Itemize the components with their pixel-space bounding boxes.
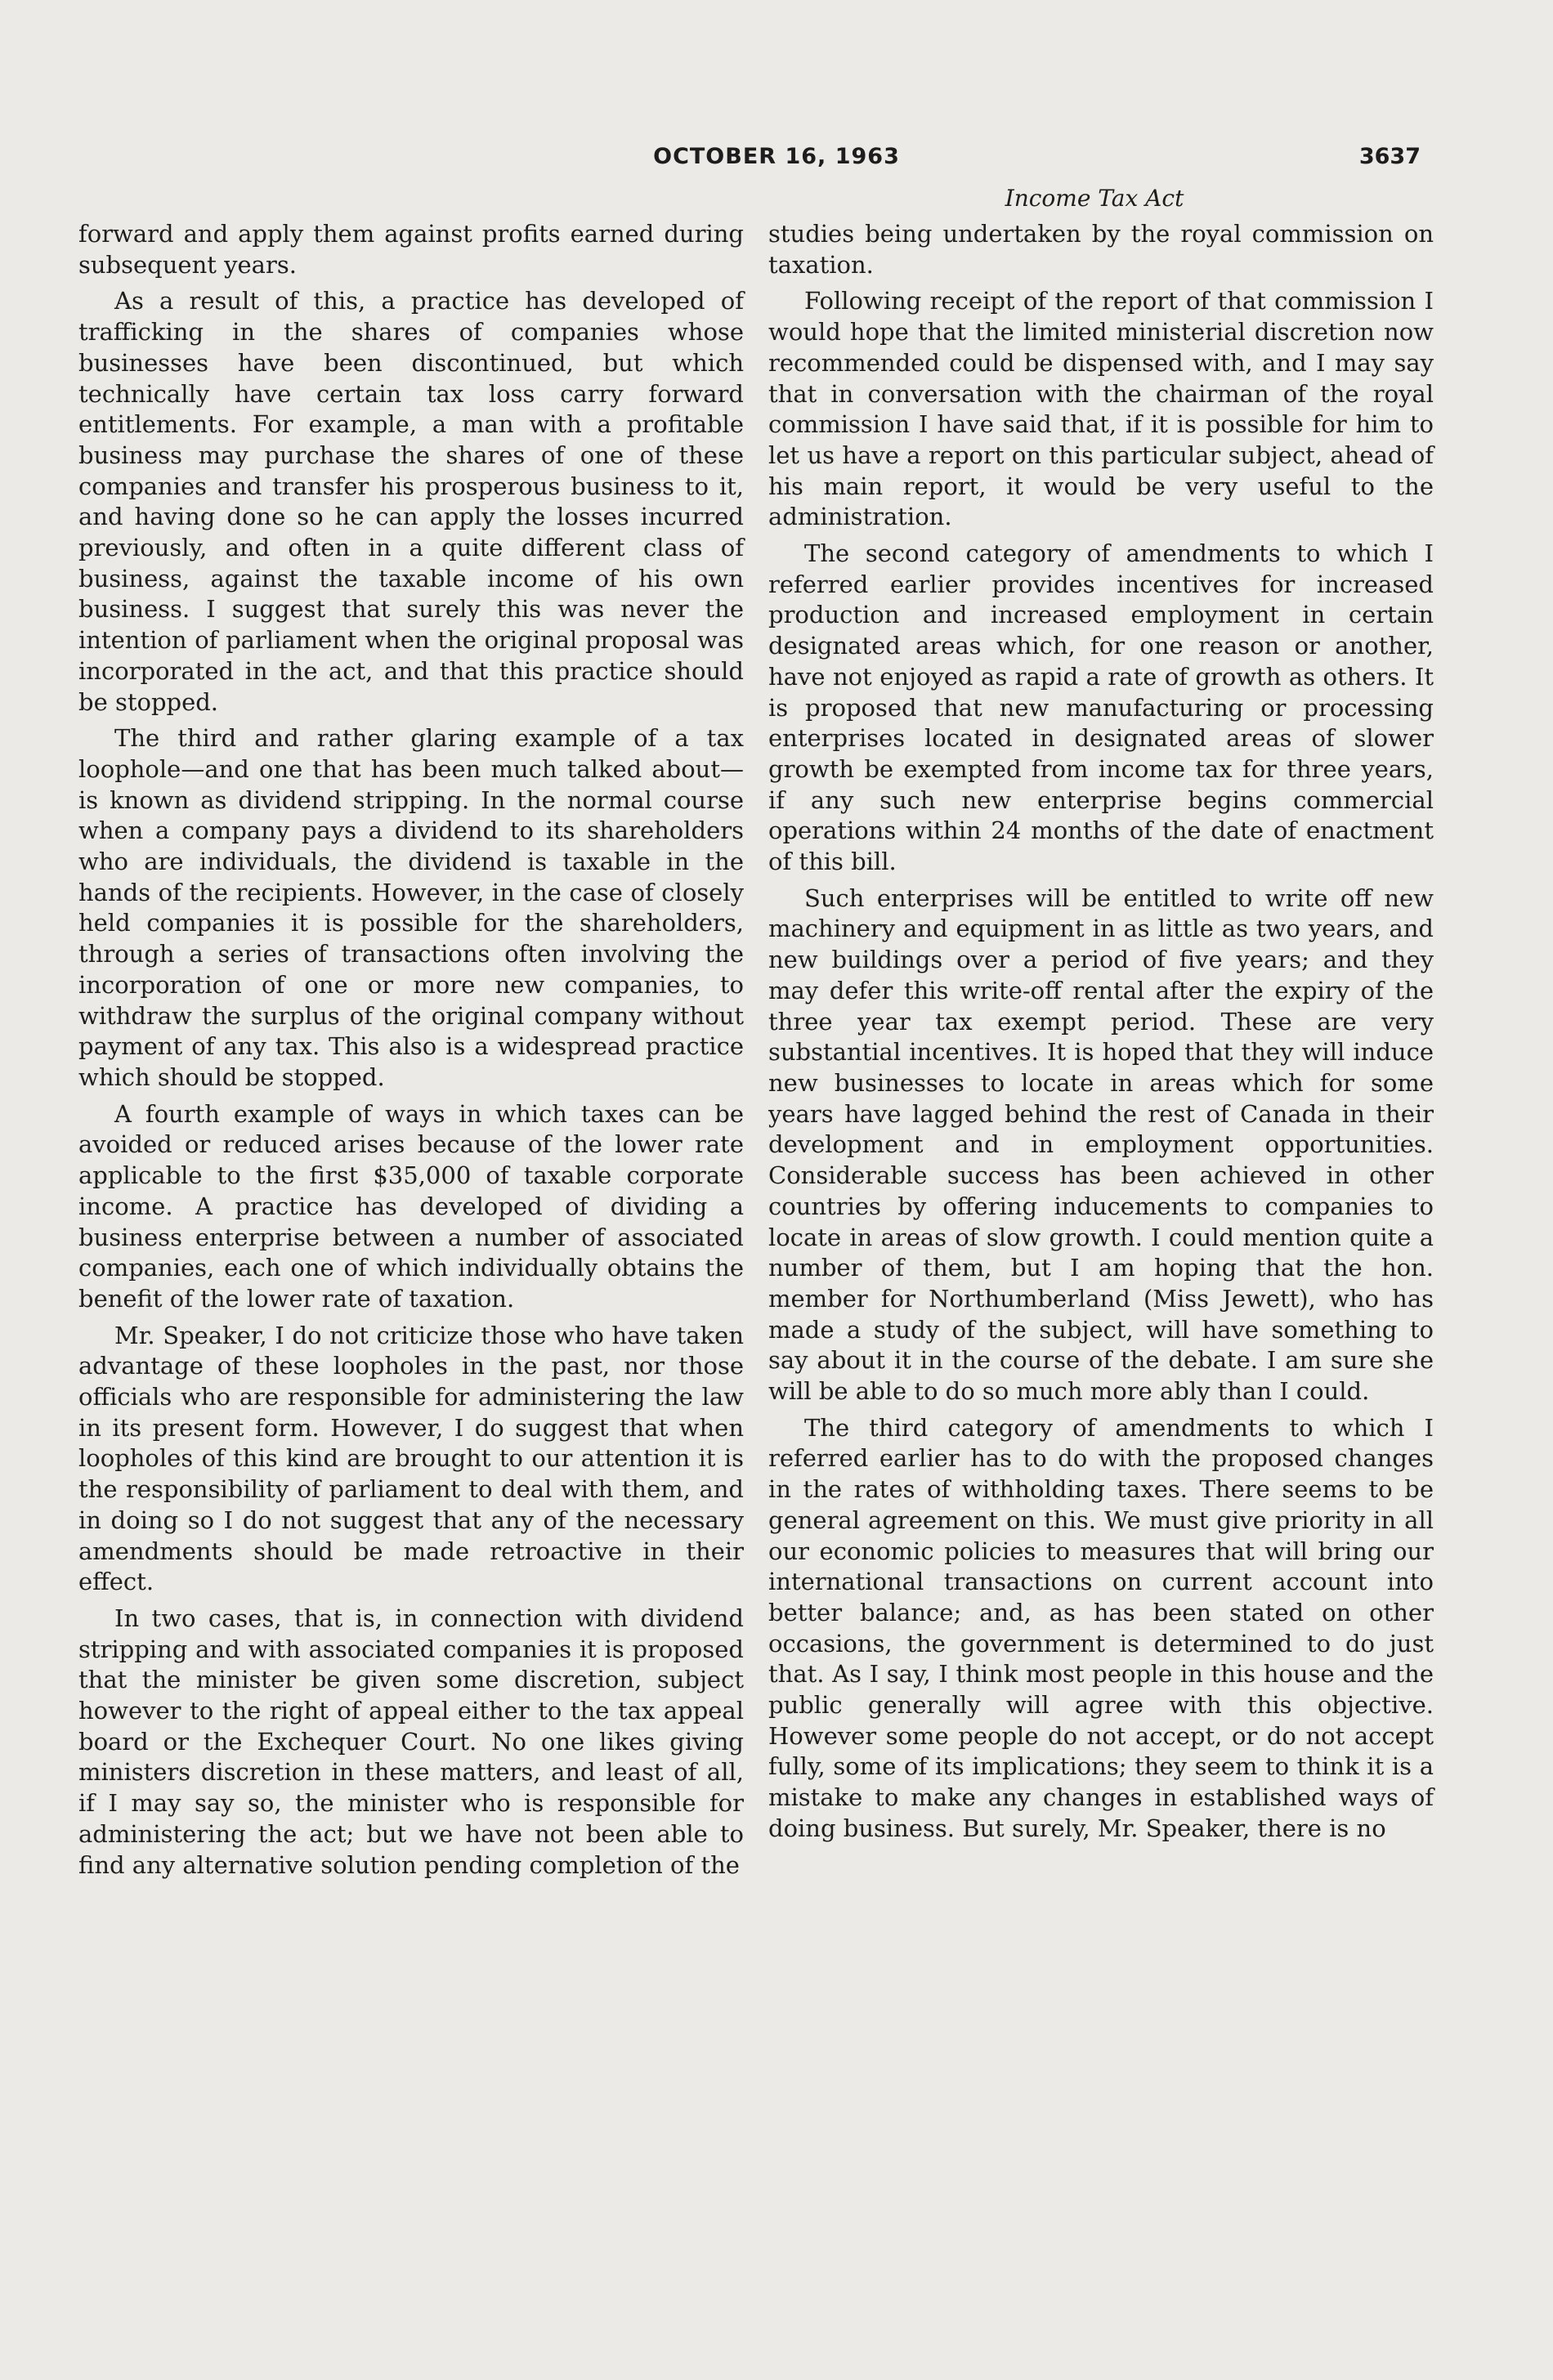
running-head: Income Tax Act xyxy=(1005,185,1184,212)
paragraph: Mr. Speaker, I do not criticize those who have taken advantage of these loopholes in the past, nor those officials who are responsible for administering the law in its present form. However, I do suggest that when loopholes of this kind are brought to our attention it is the responsibility of parliament to deal with them, and in doing so I do not suggest that any of the necessary amendments should be made retroactive in their effect. xyxy=(78,1321,744,1596)
paragraph: A fourth example of ways in which taxes can be avoided or reduced arises because of the lower rate applicable to the first $35,000 of taxable corporate income. A practice has developed of dividing a business enterprise between a number of associated companies, each one of which individually obtains the benefit of the lower rate of taxation. xyxy=(78,1099,744,1313)
header-date: OCTOBER 16, 1963 xyxy=(653,144,900,169)
page-number: 3637 xyxy=(1358,144,1421,169)
paragraph: In two cases, that is, in connection with dividend stripping and with associated companies it is proposed that the minister be given some discretion, subject however to the right of appeal either to the tax appeal board or the Exchequer Court. No one likes giving ministers discretion in these matters, and least of all, if I may say so, the minister who is responsible for administering the act; but we have not been able to find any alternative solution pending completion of the xyxy=(78,1604,744,1879)
left-column xyxy=(78,219,744,1881)
paragraph: The third category of amendments to which I referred earlier has to do with the proposed changes in the rates of withholding taxes. There seems to be general agreement on this. We must give priority in all our economic policies to measures that will bring our international transactions on current account into better balance; and, as has been stated on other occasions, the government is determined to do just that. As I say, I think most people in this house and the public generally will agree with this objective. However some people do not accept, or do not accept fully, some of its implications; they seem to think it is a mistake to make any changes in established ways of doing business. But surely, Mr. Speaker, there is no xyxy=(768,1413,1434,1842)
right-column xyxy=(768,219,1434,1845)
paragraph: The third and rather glaring example of a tax loophole—and one that has been much talked about—is known as dividend stripping. In the normal course when a company pays a dividend to its shareholders who are individuals, the dividend is taxable in the hands of the recipients. However, in the case of closely held companies it is possible for the shareholders, through a series of transactions often involving the incorporation of one or more new companies, to withdraw the surplus of the original company without payment of any tax. This also is a widespread practice which should be stopped. xyxy=(78,724,744,1091)
paragraph: Such enterprises will be entitled to write off new machinery and equipment in as little as two years, and new buildings over a period of five years; and they may defer this write-off rental after the expiry of the three year tax exempt period. These are very substantial incentives. It is hoped that they will induce new businesses to locate in areas which for some years have lagged behind the rest of Canada in their development and in employment opportunities. Considerable success has been achieved in other countries by offering inducements to companies to locate in areas of slow growth. I could mention quite a number of them, but I am hoping that the hon. member for Northumberland (Miss Jewett), who has made a study of the subject, will have something to say about it in the course of the debate. I am sure she will be able to do so much more ably than I could. xyxy=(768,884,1434,1406)
paragraph: forward and apply them against profits earned during subsequent years. xyxy=(78,220,744,279)
paragraph: studies being undertaken by the royal commission on taxation. xyxy=(768,220,1434,279)
paragraph: As a result of this, a practice has developed of trafficking in the shares of companies whose businesses have been discontinued, but which technically have certain tax loss carry forward entitlements. For example, a man with a profitable business may purchase the shares of one of these companies and transfer his prosperous business to it, and having done so he can apply the losses incurred previously, and often in a quite different class of business, against the taxable income of his own business. I suggest that surely this was never the intention of parliament when the original proposal was incorporated in the act, and that this practice should be stopped. xyxy=(78,287,744,716)
paragraph: Following receipt of the report of that commission I would hope that the limited ministerial discretion now recommended could be dispensed with, and I may say that in conversation with the chairman of the royal commission I have said that, if it is possible for him to let us have a report on this particular subject, ahead of his main report, it would be very useful to the administration. xyxy=(768,287,1434,531)
paragraph: The second category of amendments to which I referred earlier provides incentives for increased production and increased employment in certain designated areas which, for one reason or another, have not enjoyed as rapid a rate of growth as others. It is proposed that new manufacturing or processing enterprises located in designated areas of slower growth be exempted from income tax for three years, if any such new enterprise begins commercial operations within 24 months of the date of enactment of this bill. xyxy=(768,539,1434,876)
